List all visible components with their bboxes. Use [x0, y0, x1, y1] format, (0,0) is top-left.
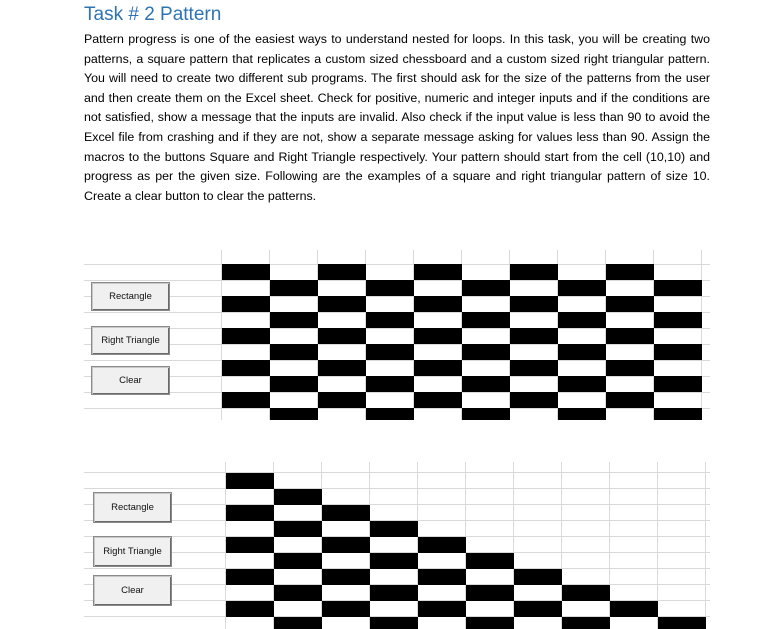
page-title: Task # 2 Pattern	[84, 4, 222, 25]
pattern-cell	[414, 360, 462, 376]
pattern-cell	[466, 617, 514, 629]
square-pattern-grid	[84, 250, 710, 420]
pattern-cell	[370, 521, 418, 537]
pattern-cell	[558, 280, 606, 296]
pattern-cell	[462, 408, 510, 420]
task-description: Pattern progress is one of the easiest ways to understand nested for loops. In this task, you will be creating two patterns, a square pattern that replicates a custom sized chessboard and a custom sized right triangular pattern. You will need to create two different sub programs. The first should ask for the size of the patterns from the user and then create them on the Excel sheet. Check for positive, numeric and integer inputs and if the conditions are not satisfied, show a message that the inputs are invalid. Also check if the input value is less than 90 to avoid the Excel file from crashing and if they are not, show a separate message asking for values less than 90. Assign the macros to the buttons Square and Right Triangle respectively. Your pattern should start from the cell (10,10) and progress as per the given size. Following are the examples of a square and right triangular pattern of size 10. Create a clear button to clear the patterns.	[84, 32, 710, 203]
pattern-cell	[654, 376, 702, 392]
pattern-cell	[462, 344, 510, 360]
pattern-cell	[322, 537, 370, 553]
pattern-cell	[270, 408, 318, 420]
pattern-cell	[606, 264, 654, 280]
triangle-pattern-sheet	[84, 462, 710, 629]
square-pattern-sheet	[84, 250, 710, 420]
pattern-cell	[226, 601, 274, 617]
pattern-cell	[222, 392, 270, 408]
pattern-cell	[562, 617, 610, 629]
pattern-cell	[274, 585, 322, 601]
right-triangle-button[interactable]: Right Triangle	[93, 536, 172, 567]
pattern-cell	[610, 601, 658, 617]
pattern-cell	[370, 553, 418, 569]
pattern-cell	[274, 553, 322, 569]
pattern-cell	[226, 537, 274, 553]
pattern-cell	[654, 344, 702, 360]
pattern-cell	[606, 296, 654, 312]
pattern-cell	[270, 280, 318, 296]
pattern-cell	[414, 264, 462, 280]
pattern-cell	[510, 264, 558, 280]
pattern-cell	[466, 585, 514, 601]
triangle-pattern-grid	[84, 462, 710, 629]
pattern-cell	[514, 569, 562, 585]
pattern-cell	[366, 280, 414, 296]
pattern-cell	[318, 360, 366, 376]
clear-button[interactable]: Clear	[93, 575, 172, 606]
pattern-cell	[274, 617, 322, 629]
pattern-cell	[366, 408, 414, 420]
pattern-cell	[318, 328, 366, 344]
pattern-cell	[558, 312, 606, 328]
pattern-cell	[322, 601, 370, 617]
pattern-cell	[222, 296, 270, 312]
pattern-cell	[462, 280, 510, 296]
pattern-cell	[418, 601, 466, 617]
pattern-cell	[462, 376, 510, 392]
pattern-cell	[274, 521, 322, 537]
pattern-cell	[658, 617, 706, 629]
pattern-cell	[270, 344, 318, 360]
pattern-cell	[466, 553, 514, 569]
pattern-cell	[226, 505, 274, 521]
pattern-cell	[558, 408, 606, 420]
pattern-cell	[322, 505, 370, 521]
pattern-cell	[318, 264, 366, 280]
pattern-cell	[322, 569, 370, 585]
pattern-cell	[606, 328, 654, 344]
pattern-cell	[510, 360, 558, 376]
pattern-cell	[366, 376, 414, 392]
pattern-cell	[222, 328, 270, 344]
pattern-cell	[274, 489, 322, 505]
right-triangle-button[interactable]: Right Triangle	[91, 326, 170, 355]
pattern-cell	[558, 376, 606, 392]
pattern-cell	[222, 360, 270, 376]
pattern-cell	[270, 312, 318, 328]
pattern-cell	[654, 280, 702, 296]
pattern-cell	[370, 585, 418, 601]
pattern-cell	[318, 392, 366, 408]
pattern-cell	[654, 312, 702, 328]
pattern-cell	[462, 312, 510, 328]
pattern-cell	[226, 569, 274, 585]
pattern-cell	[510, 296, 558, 312]
pattern-cell	[226, 473, 274, 489]
pattern-cell	[414, 296, 462, 312]
pattern-cell	[414, 392, 462, 408]
pattern-cell	[606, 392, 654, 408]
pattern-cell	[510, 328, 558, 344]
pattern-cell	[414, 328, 462, 344]
pattern-cell	[222, 264, 270, 280]
pattern-cell	[366, 312, 414, 328]
pattern-cell	[418, 569, 466, 585]
pattern-cell	[366, 344, 414, 360]
pattern-cell	[654, 408, 702, 420]
pattern-cell	[370, 617, 418, 629]
clear-button[interactable]: Clear	[91, 366, 170, 395]
pattern-cell	[418, 537, 466, 553]
pattern-cell	[270, 376, 318, 392]
pattern-cell	[514, 601, 562, 617]
rectangle-button[interactable]: Rectangle	[91, 282, 170, 311]
pattern-cell	[562, 585, 610, 601]
pattern-cell	[606, 360, 654, 376]
pattern-cell	[558, 344, 606, 360]
pattern-cell	[318, 296, 366, 312]
pattern-cell	[510, 392, 558, 408]
rectangle-button[interactable]: Rectangle	[93, 492, 172, 523]
